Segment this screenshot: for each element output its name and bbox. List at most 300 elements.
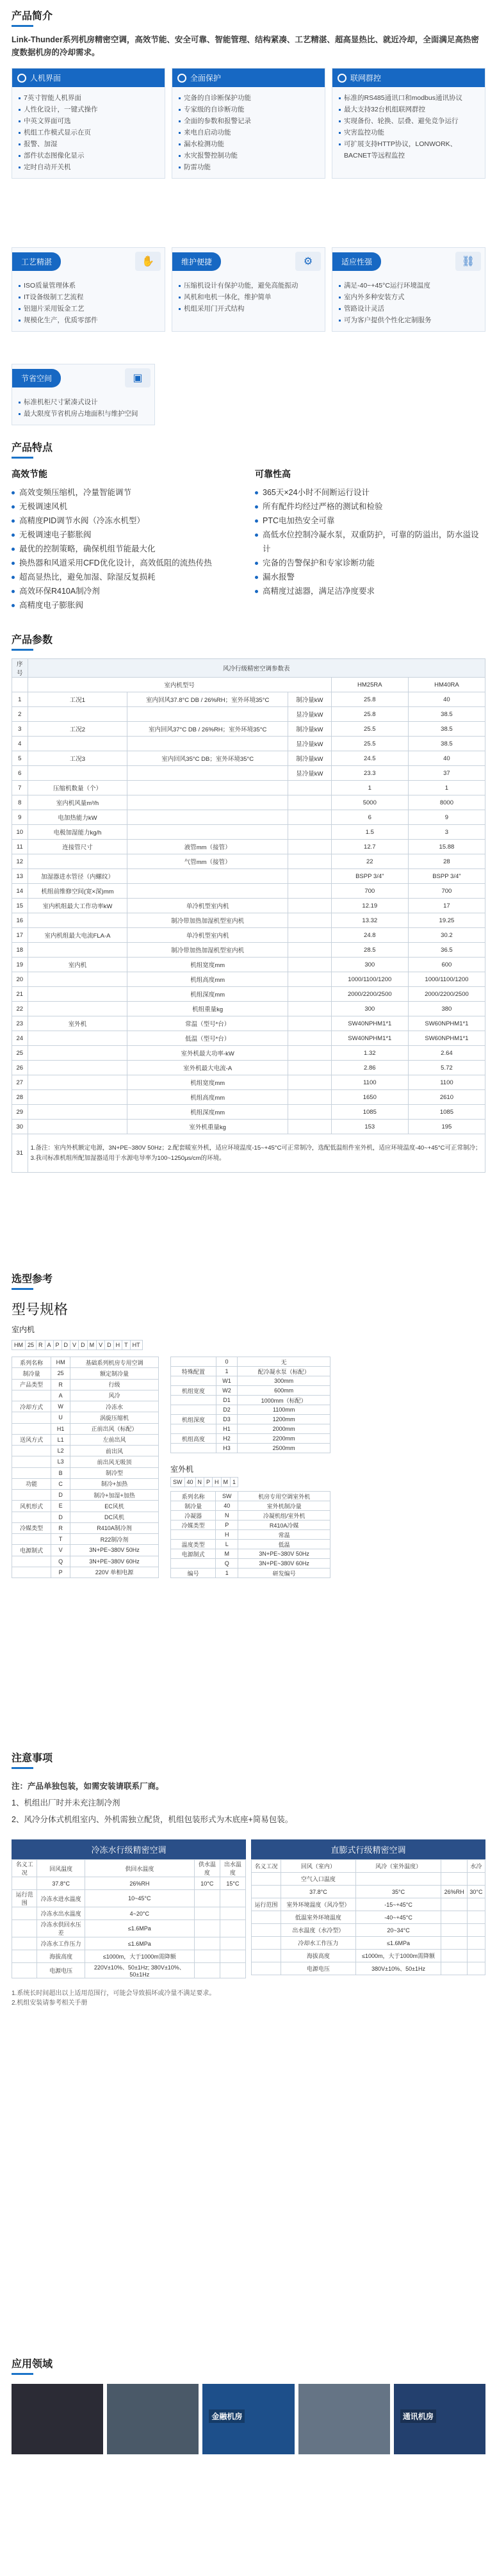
chilled-water-table: [12, 1859, 246, 1978]
table-cell: [194, 1920, 220, 1937]
table-cell: 风冷（室外温度）: [355, 1860, 441, 1873]
table-cell: [288, 987, 332, 1002]
list-item: 铝翅片采用钣金工艺: [19, 303, 158, 314]
table-row: [171, 1405, 330, 1415]
list-item: 高精度PID调节水阀（冷冻水机型）: [12, 514, 242, 528]
table-cell: 3N+PE~380V 50Hz: [70, 1545, 159, 1556]
table-cell: [12, 1950, 37, 1963]
table-row: [12, 1490, 159, 1501]
table-row: [12, 1907, 246, 1920]
application-label: 金融机房: [209, 2409, 245, 2423]
table-cell: 温度类型: [171, 1540, 216, 1549]
table-cell: 供回水温度: [85, 1860, 194, 1877]
table-cell: [28, 1061, 127, 1075]
table-cell: 700: [408, 884, 485, 899]
table-cell: [194, 1963, 220, 1978]
list-item: 高效环保R410A制冷剂: [12, 584, 242, 598]
table-cell: BSPP 3/4": [331, 869, 408, 884]
table-row: [12, 884, 485, 899]
table-cell: 电源电压: [281, 1962, 356, 1975]
table-cell: 冷却方式: [12, 1401, 51, 1412]
table-cell: 14: [12, 884, 28, 899]
table-cell: [441, 1950, 467, 1962]
table-row: [252, 1873, 485, 1886]
table-row: [252, 1937, 485, 1950]
features-left-title: 高效节能: [12, 469, 47, 479]
table-cell: 出水温度: [220, 1860, 245, 1877]
table-cell: B: [51, 1467, 70, 1478]
table-cell: [288, 1061, 332, 1075]
table-cell: 额定制冷量: [70, 1368, 159, 1379]
notice-list: [12, 1795, 485, 1828]
table-cell: 220V±10%、50±1Hz; 380V±10%、50±1Hz: [85, 1963, 194, 1978]
table-cell: [288, 825, 332, 840]
table-cell: 室内机型号: [28, 678, 331, 692]
table-cell: 冷冻水供回水压差: [37, 1920, 85, 1937]
table-cell: 冷冻水: [70, 1401, 159, 1412]
list-item: 可扩展支持HTTP协议，LONWORK、BACNET等远程监控: [339, 138, 478, 161]
application-image: [298, 2384, 390, 2454]
table-cell: [441, 1898, 467, 1911]
table-cell: ≤1000m，大于1000m需降额: [85, 1950, 194, 1963]
table-cell: 机组宽度mm: [127, 958, 288, 972]
table-cell: 机组重量kg: [127, 1002, 288, 1016]
box-title: 冷冻水行级精密空调: [12, 1839, 246, 1859]
table-cell: [220, 1920, 245, 1937]
table-cell: [12, 1390, 51, 1401]
table-cell: 17: [12, 928, 28, 943]
table-cell: [467, 1898, 485, 1911]
table-cell: 3N+PE~380V 50Hz: [238, 1549, 330, 1559]
list-item: 来电自启动功能: [179, 127, 318, 138]
card-head: [172, 69, 325, 87]
table-row: [12, 766, 485, 781]
table-cell: EC风机: [70, 1501, 159, 1512]
table-cell: 5: [12, 751, 28, 766]
table-cell: 20: [12, 972, 28, 987]
table-cell: 送风方式: [12, 1434, 51, 1445]
table-cell: [288, 810, 332, 825]
table-row: [12, 1478, 159, 1489]
table-cell: 1100: [408, 1075, 485, 1090]
table-cell: 1.5: [331, 825, 408, 840]
table-cell: P: [51, 1567, 70, 1577]
table-cell: 2200mm: [238, 1434, 330, 1444]
table-cell: [220, 1963, 245, 1978]
table-cell: 机组宽度mm: [127, 1075, 288, 1090]
table-cell: 153: [331, 1120, 408, 1134]
list-item: 全面的参数和报警记录: [179, 115, 318, 127]
selection-section: [0, 1263, 497, 1742]
table-cell: W1: [216, 1376, 238, 1386]
table-cell: 特殊配置: [171, 1367, 216, 1376]
application-image: [107, 2384, 199, 2454]
params-table: [12, 658, 485, 1173]
table-row: [252, 1898, 485, 1911]
table-cell: 12.7: [331, 840, 408, 854]
table-row: [12, 1120, 485, 1134]
table-row: [12, 1434, 159, 1445]
table-cell: SW40NPHM1*1: [331, 1031, 408, 1046]
table-cell: 冷媒类型: [12, 1522, 51, 1533]
table-cell: 系列名称: [171, 1492, 216, 1501]
intro-heading: 产品简介: [12, 11, 53, 22]
table-row: [12, 928, 485, 943]
application-label: 通讯机房: [400, 2409, 436, 2423]
table-cell: 8000: [408, 795, 485, 810]
table-cell: [171, 1405, 216, 1415]
table-cell: [171, 1444, 216, 1453]
table-cell: 1650: [331, 1090, 408, 1105]
table-cell: 冷凝机组/室外机: [238, 1511, 330, 1520]
table-cell: 25.8: [331, 692, 408, 707]
table-cell: D: [79, 1341, 88, 1350]
table-cell: 室内机风量m³/h: [28, 795, 127, 810]
list-item: 中英文界面可选: [19, 115, 158, 127]
box-title: 直膨式行级精密空调: [251, 1839, 485, 1859]
table-cell: [28, 737, 127, 751]
table-row: [12, 1412, 159, 1423]
table-cell: 配冷凝水泵（标配）: [238, 1367, 330, 1376]
table-cell: 室内机: [28, 958, 127, 972]
table-cell: [28, 943, 127, 958]
list-item: 最大支持32台机组联网群控: [339, 104, 478, 115]
list-item: 报警、加湿: [19, 138, 158, 150]
table-cell: SW40NPHM1*1: [331, 1016, 408, 1031]
table-cell: 室外机制冷量: [238, 1501, 330, 1511]
table-cell: Q: [216, 1559, 238, 1569]
table-cell: SW: [216, 1492, 238, 1501]
list-item: 可为客户提供个性化定制服务: [339, 314, 478, 326]
table-cell: [252, 1924, 281, 1937]
table-cell: 制冷带加热加湿机型室内机: [127, 943, 288, 958]
table-row: [12, 1390, 159, 1401]
table-cell: 电源制式: [12, 1545, 51, 1556]
table-row: [12, 1950, 246, 1963]
table-cell: 30.2: [408, 928, 485, 943]
table-cell: T: [51, 1534, 70, 1545]
table-row: [171, 1376, 330, 1386]
direct-expansion-table: [251, 1859, 485, 1975]
table-cell: 研发编号: [238, 1569, 330, 1578]
table-cell: 195: [408, 1120, 485, 1134]
table-cell: D2: [216, 1405, 238, 1415]
table-cell: 行级: [70, 1379, 159, 1390]
table-cell: 左前出风: [70, 1434, 159, 1445]
table-cell: 室内回风37°C DB / 26%RH；室外环境35°C: [127, 722, 288, 737]
application-image: [394, 2384, 485, 2454]
card-title: 工艺精湛: [12, 252, 61, 271]
table-cell: [28, 1031, 127, 1046]
table-cell: 13: [12, 869, 28, 884]
table-cell: 2000/2200/2500: [331, 987, 408, 1002]
list-item: PTC电加热安全可靠: [255, 514, 485, 528]
table-cell: 制冷型: [70, 1467, 159, 1478]
table-cell: 1.32: [331, 1046, 408, 1061]
table-cell: 风机形式: [12, 1501, 51, 1512]
table-cell: 10: [12, 825, 28, 840]
list-item: 高效变频压缩机，冷量智能调节: [12, 485, 242, 500]
table-cell: ≤1.6MPa: [85, 1920, 194, 1937]
table-cell: 1000/1100/1200: [331, 972, 408, 987]
table-cell: 600mm: [238, 1386, 330, 1396]
table-cell: 40: [408, 692, 485, 707]
heading-bar: [12, 457, 33, 459]
card-title: 维护便捷: [172, 252, 221, 271]
table-cell: 37.8°C: [281, 1886, 356, 1898]
table-cell: 空气入口温度: [281, 1873, 356, 1886]
user-icon: [17, 74, 26, 83]
table-cell: [28, 707, 127, 722]
selection-right: [170, 1357, 330, 1578]
outdoor-label: 室外机: [170, 1465, 194, 1474]
table-cell: 海拔高度: [37, 1950, 85, 1963]
table-cell: 1100mm: [238, 1405, 330, 1415]
table-cell: 1.备注：室内外机额定电源，3N+PE~380V 50Hz；2.配套暖室外机，适应环境温度-15~+45°C可正常制冷，选配低温组件室外机，适应环境温度-40~+45°C可正常制冷；3.我司标准机组所配加湿器适用于水源电导率为100~1250μs/cm的环境。: [28, 1134, 485, 1173]
table-row: [171, 1415, 330, 1424]
list-item: 高精度电子膨胀阀: [12, 598, 242, 612]
list-item: 室内外多种安装方式: [339, 291, 478, 303]
table-cell: [252, 1962, 281, 1975]
list-item: 标准的RS485通讯口和modbus通讯协议: [339, 92, 478, 104]
table-cell: 机组高度mm: [127, 1090, 288, 1105]
table-cell: 前出风无吸顶: [70, 1456, 159, 1467]
card-head: [12, 248, 165, 275]
table-cell: 40: [184, 1478, 195, 1487]
footnote: 2.机组安装请参考相关手册: [12, 2000, 88, 2007]
params-heading: 产品参数: [12, 635, 53, 646]
table-cell: [467, 1911, 485, 1924]
table-cell: 1: [231, 1478, 238, 1487]
list-item: 机组工作模式显示在页: [19, 127, 158, 138]
table-cell: 产品类型: [12, 1379, 51, 1390]
table-cell: [12, 1512, 51, 1522]
table-cell: 连接管尺寸: [28, 840, 127, 854]
selection-heading: 选型参考: [12, 1274, 53, 1285]
table-cell: 2610: [408, 1090, 485, 1105]
table-cell: 1: [331, 781, 408, 795]
table-row: [12, 1534, 159, 1545]
table-cell: 8: [12, 795, 28, 810]
code-row: [12, 1340, 143, 1350]
table-row: [12, 1556, 159, 1567]
notices-section: [0, 1742, 497, 2348]
table-cell: 涡旋压缩机: [70, 1412, 159, 1423]
table-cell: [127, 825, 288, 840]
model-title: 型号规格: [12, 1301, 69, 1317]
table-row: [12, 1890, 246, 1907]
table-cell: 13.32: [331, 913, 408, 928]
applications-section: [0, 2348, 497, 2576]
table-row: [252, 1911, 485, 1924]
card-head: [332, 248, 485, 275]
card-list: [12, 275, 165, 331]
card-title: 人机界面: [30, 74, 61, 83]
code-row-wrap: [0, 1337, 497, 1353]
outdoor-code-row: [170, 1477, 238, 1487]
table-cell: [28, 1090, 127, 1105]
card-title: 节省空间: [12, 369, 61, 387]
table-cell: 1: [216, 1569, 238, 1578]
table-row: [12, 1075, 485, 1090]
table-cell: 室外机最大电流-A: [127, 1061, 288, 1075]
applications-gallery: [0, 2377, 497, 2461]
list-item: 压缩机设计有保护功能，避免高能振动: [179, 280, 318, 291]
params-section: [0, 624, 497, 1263]
table-row: [171, 1501, 330, 1511]
table-row: [171, 1357, 330, 1367]
table-cell: [220, 1950, 245, 1963]
table-cell: L3: [51, 1456, 70, 1467]
table-cell: [12, 1412, 51, 1423]
card-maintenance: [172, 247, 325, 332]
table-cell: D: [61, 1341, 70, 1350]
table-cell: H: [113, 1341, 122, 1350]
table-cell: 低温室外环境温度: [281, 1911, 356, 1924]
chilled-water-box: [12, 1839, 246, 1978]
table-cell: 气管mm（接管）: [127, 854, 288, 869]
table-cell: R410A制冷剂: [70, 1522, 159, 1533]
table-cell: V: [70, 1341, 79, 1350]
table-cell: 冷媒类型: [171, 1520, 216, 1530]
table-cell: 36.5: [408, 943, 485, 958]
table-cell: 17: [408, 899, 485, 913]
table-cell: 1100: [331, 1075, 408, 1090]
table-cell: 3: [12, 722, 28, 737]
table-cell: 23.3: [331, 766, 408, 781]
card-list: [332, 87, 485, 167]
table-cell: 电源制式: [171, 1549, 216, 1559]
table-cell: D: [51, 1512, 70, 1522]
table-cell: [288, 1075, 332, 1090]
table-cell: [28, 913, 127, 928]
table-row: [12, 1090, 485, 1105]
table-cell: 22: [331, 854, 408, 869]
table-cell: 26%RH: [441, 1886, 467, 1898]
table-row: [12, 1134, 485, 1173]
table-cell: HT: [130, 1341, 142, 1350]
table-cell: 常温: [238, 1530, 330, 1540]
table-cell: M: [216, 1549, 238, 1559]
table-row: [12, 899, 485, 913]
table-cell: 室外机重量kg: [127, 1120, 288, 1134]
table-cell: 38.5: [408, 722, 485, 737]
card-hmi: [12, 68, 165, 179]
table-cell: [288, 958, 332, 972]
table-cell: ≤1.6MPa: [85, 1937, 194, 1950]
table-cell: 7: [12, 781, 28, 795]
table-cell: 40: [408, 751, 485, 766]
table-cell: 5.72: [408, 1061, 485, 1075]
table-cell: [28, 1075, 127, 1090]
table-row: [252, 1860, 485, 1873]
heading-bar: [12, 649, 33, 651]
table-row: [12, 913, 485, 928]
list-item: 机组采用门开式结构: [179, 303, 318, 314]
table-cell: 1085: [331, 1105, 408, 1120]
table-cell: H: [213, 1478, 222, 1487]
table-cell: [12, 1920, 37, 1937]
list-item: 完备的告警保护和专家诊断功能: [255, 556, 485, 570]
table-cell: P: [53, 1341, 61, 1350]
table-cell: SW60NPHM1*1: [408, 1016, 485, 1031]
table-cell: [28, 766, 127, 781]
table-cell: [127, 707, 288, 722]
table-row: [171, 1559, 330, 1569]
table-row: [171, 1367, 330, 1376]
table-cell: 18: [12, 943, 28, 958]
table-row: [171, 1478, 238, 1487]
table-row: [252, 1962, 485, 1975]
table-row: [171, 1492, 330, 1501]
save-card-wrap: [0, 361, 497, 432]
table-row: [12, 1522, 159, 1533]
table-cell: 供水温度: [194, 1860, 220, 1877]
list-item: 定时自动开关机: [19, 161, 158, 173]
table-cell: [12, 1490, 51, 1501]
table-row: [12, 1016, 485, 1031]
list-item: 无极调速风机: [12, 500, 242, 514]
table-cell: [220, 1907, 245, 1920]
card-head: [12, 364, 154, 391]
notes-block: [0, 1772, 497, 1834]
features-heading: 产品特点: [12, 443, 53, 453]
table-cell: C: [51, 1478, 70, 1489]
table-cell: [12, 1556, 51, 1567]
table-cell: 4: [12, 737, 28, 751]
table-cell: 出水温度（水冷型）: [281, 1924, 356, 1937]
table-cell: 制冷量: [171, 1501, 216, 1511]
table-cell: 1: [216, 1367, 238, 1376]
list-item: 最优的控制策略，确保机组节能最大化: [12, 542, 242, 556]
features-cols: [0, 461, 497, 619]
table-cell: 3N+PE~380V 60Hz: [238, 1559, 330, 1569]
card-save-space: [12, 364, 155, 425]
table-cell: [220, 1937, 245, 1950]
table-row: [12, 810, 485, 825]
table-cell: 低温（型号*台）: [127, 1031, 288, 1046]
table-cell: [127, 766, 288, 781]
table-cell: [171, 1376, 216, 1386]
table-row: [12, 1105, 485, 1120]
table-cell: SW60NPHM1*1: [408, 1031, 485, 1046]
table-cell: [252, 1886, 281, 1898]
table-cell: [288, 899, 332, 913]
table-cell: [127, 781, 288, 795]
list-item: 7英寸智能人机界面: [19, 92, 158, 104]
table-cell: [288, 1090, 332, 1105]
table-cell: [441, 1924, 467, 1937]
table-cell: [127, 869, 288, 884]
table-cell: H1: [216, 1424, 238, 1434]
table-cell: [171, 1530, 216, 1540]
table-cell: R: [51, 1379, 70, 1390]
table-cell: E: [51, 1501, 70, 1512]
applications-heading: 应用领域: [12, 2359, 53, 2370]
table-cell: [28, 987, 127, 1002]
table-cell: 40: [216, 1501, 238, 1511]
card-head: [12, 69, 165, 87]
network-icon: [338, 74, 346, 83]
notice-item: 2、风冷分体式机组室内、外机需独立配货，机组包装形式为木底座+简易包装。: [12, 1815, 293, 1824]
table-cell: 冷冻水工作压力: [37, 1937, 85, 1950]
table-cell: [252, 1937, 281, 1950]
table-cell: 15.88: [408, 840, 485, 854]
table-cell: [441, 1911, 467, 1924]
table-cell: 显冷量kW: [288, 766, 332, 781]
table-row: [12, 751, 485, 766]
section-heading: [0, 1742, 497, 1772]
